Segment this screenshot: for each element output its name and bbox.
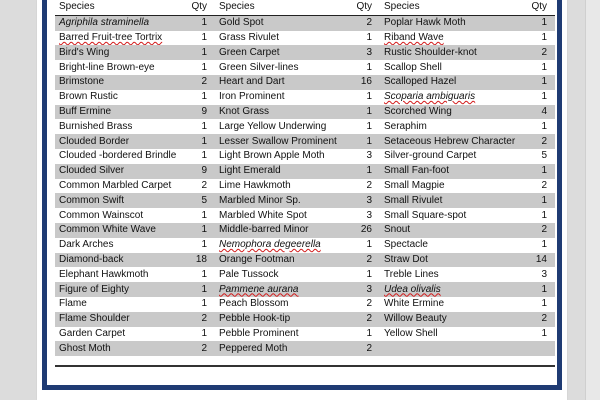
qty-cell: 1 [366, 91, 372, 103]
qty-cell: 9 [180, 105, 215, 120]
species-cell: Clouded -bordered Brindle [59, 150, 177, 162]
species-cell: Dark Arches [59, 239, 114, 251]
species-cell: Udea olivalis [380, 282, 517, 297]
table-row [55, 327, 555, 342]
species-cell: Elephant Hawkmoth [59, 268, 149, 280]
table-row [55, 297, 555, 312]
qty-cell: 3 [366, 209, 372, 221]
qty-cell: 2 [517, 223, 555, 238]
table-row [55, 45, 555, 60]
species-cell: Brimstone [55, 75, 180, 90]
qty-cell: 2 [343, 253, 380, 268]
species-cell [380, 341, 517, 356]
species-cell: Garden Carpet [59, 327, 126, 339]
species-cell: Brown Rustic [59, 91, 118, 103]
species-cell: Knot Grass [215, 105, 343, 120]
species-cell: Willow Beauty [380, 312, 517, 327]
species-cell: Straw Dot [380, 253, 517, 268]
table-row [55, 179, 555, 194]
species-cell: Common White Wave [55, 223, 180, 238]
species-cell: Seraphim [384, 120, 427, 132]
species-cell: Heart and Dart [215, 75, 343, 90]
species-cell: Riband Wave [384, 31, 444, 43]
table-row [55, 193, 555, 208]
qty-cell: 1 [180, 134, 215, 149]
species-cell: Burnished Brass [59, 120, 133, 132]
qty-column-header: Qty [180, 0, 215, 15]
qty-cell: 1 [180, 45, 215, 60]
qty-cell: 1 [366, 61, 372, 73]
qty-cell: 1 [517, 193, 555, 208]
qty-cell: 3 [343, 193, 380, 208]
qty-cell: 14 [517, 253, 555, 268]
species-cell: Peppered Moth [215, 341, 343, 356]
species-cell: Light Emerald [215, 164, 343, 179]
qty-cell: 1 [366, 31, 372, 43]
qty-cell: 1 [541, 327, 547, 339]
species-cell: Rustic Shoulder-knot [380, 45, 517, 60]
qty-cell: 4 [517, 105, 555, 120]
species-cell: Agriphila straminella [55, 15, 180, 30]
species-cell: Common Marbled Carpet [59, 179, 172, 191]
qty-cell: 2 [201, 179, 207, 191]
table-row [55, 119, 555, 134]
qty-cell: 5 [180, 193, 215, 208]
qty-cell: 1 [201, 61, 207, 73]
qty-cell: 2 [366, 179, 372, 191]
species-cell: Small Fan-foot [380, 164, 517, 179]
species-cell: Orange Footman [215, 253, 343, 268]
qty-cell: 9 [180, 164, 215, 179]
qty-cell: 18 [180, 253, 215, 268]
qty-cell: 1 [366, 120, 372, 132]
vertical-scrollbar[interactable] [585, 0, 600, 400]
species-cell: Green Carpet [215, 45, 343, 60]
qty-cell: 2 [343, 341, 380, 356]
species-cell: Flame Shoulder [55, 312, 180, 327]
qty-cell: 1 [180, 282, 215, 297]
qty-cell: 1 [541, 120, 547, 132]
table-row [55, 267, 555, 282]
species-cell: Snout [380, 223, 517, 238]
species-cell: White Ermine [384, 298, 445, 310]
species-cell: Scalloped Hazel [380, 75, 517, 90]
species-cell: Common Swift [55, 193, 180, 208]
table-row [55, 149, 555, 164]
table-header-row [55, 0, 555, 15]
qty-cell: 1 [201, 298, 207, 310]
table-row [55, 282, 555, 297]
table-row [55, 90, 555, 105]
species-cell: Peach Blossom [219, 298, 289, 310]
qty-cell: 2 [343, 312, 380, 327]
qty-cell: 1 [541, 298, 547, 310]
qty-cell: 1 [201, 327, 207, 339]
table-bottom-rule [55, 365, 555, 367]
species-cell: Pebble Hook-tip [215, 312, 343, 327]
species-cell: Ghost Moth [55, 341, 180, 356]
species-cell: Clouded Silver [55, 164, 180, 179]
qty-cell: 1 [201, 239, 207, 251]
species-cell: Poplar Hawk Moth [380, 15, 517, 30]
qty-cell [517, 341, 555, 356]
qty-cell: 3 [366, 150, 372, 162]
species-cell: Bright-line Brown-eye [59, 61, 155, 73]
qty-column-header: Qty [517, 0, 555, 15]
table-row [55, 15, 555, 30]
qty-cell: 1 [541, 31, 547, 43]
table-row [55, 75, 555, 90]
qty-cell: 1 [541, 209, 547, 221]
species-cell: Barred Fruit-tree Tortrix [59, 31, 163, 43]
qty-cell: 1 [343, 134, 380, 149]
qty-cell: 1 [366, 327, 372, 339]
table-row [55, 134, 555, 149]
species-table-wrapper [55, 0, 555, 370]
qty-cell: 5 [541, 150, 547, 162]
qty-cell: 2 [517, 312, 555, 327]
species-cell: Small Square-spot [384, 209, 467, 221]
qty-cell: 1 [517, 75, 555, 90]
table-row [55, 208, 555, 223]
table-row [55, 60, 555, 75]
qty-cell: 1 [517, 164, 555, 179]
qty-cell: 1 [517, 15, 555, 30]
species-cell: Lesser Swallow Prominent [215, 134, 343, 149]
species-cell: Pebble Prominent [219, 327, 299, 339]
table-row [55, 312, 555, 327]
qty-cell: 1 [541, 239, 547, 251]
species-column-header: Species [380, 0, 517, 15]
qty-cell: 2 [541, 179, 547, 191]
table-row [55, 223, 555, 238]
qty-cell: 1 [201, 31, 207, 43]
qty-cell: 2 [517, 134, 555, 149]
species-cell: Grass Rivulet [219, 31, 280, 43]
qty-cell: 2 [180, 75, 215, 90]
table-row [55, 105, 555, 120]
species-cell: Diamond-back [55, 253, 180, 268]
species-cell: Common Wainscot [59, 209, 144, 221]
table-row [55, 238, 555, 253]
qty-cell: 1 [541, 61, 547, 73]
qty-cell: 1 [201, 120, 207, 132]
qty-cell: 2 [343, 15, 380, 30]
species-cell: Silver-ground Carpet [384, 150, 477, 162]
qty-cell: 1 [180, 15, 215, 30]
qty-cell: 3 [541, 268, 547, 280]
qty-cell: 1 [201, 268, 207, 280]
table-row [55, 164, 555, 179]
species-cell: Nemophora degeerella [219, 239, 321, 251]
species-cell: Scoparia ambiguaris [384, 91, 476, 103]
species-cell: Gold Spot [215, 15, 343, 30]
species-column-header: Species [55, 0, 180, 15]
species-cell: Marbled Minor Sp. [215, 193, 343, 208]
species-cell: Figure of Eighty [55, 282, 180, 297]
species-cell: Scorched Wing [380, 105, 517, 120]
species-cell: Pale Tussock [219, 268, 279, 280]
species-column-header: Species [215, 0, 343, 15]
species-cell: Setaceous Hebrew Character [380, 134, 517, 149]
qty-cell: 26 [343, 223, 380, 238]
species-cell: Light Brown Apple Moth [219, 150, 325, 162]
species-cell: Bird's Wing [55, 45, 180, 60]
species-cell: Small Rivulet [380, 193, 517, 208]
qty-cell: 1 [366, 268, 372, 280]
qty-cell: 1 [343, 105, 380, 120]
qty-cell: 3 [343, 282, 380, 297]
table-row [55, 31, 555, 46]
table-row [55, 253, 555, 268]
qty-cell: 1 [343, 164, 380, 179]
qty-cell: 16 [343, 75, 380, 90]
species-cell: Iron Prominent [219, 91, 285, 103]
qty-cell: 1 [201, 91, 207, 103]
qty-cell: 1 [541, 91, 547, 103]
qty-cell: 1 [201, 209, 207, 221]
qty-cell: 1 [366, 239, 372, 251]
qty-cell: 2 [366, 298, 372, 310]
qty-column-header: Qty [343, 0, 380, 15]
species-cell: Yellow Shell [384, 327, 438, 339]
species-cell: Lime Hawkmoth [219, 179, 291, 191]
qty-cell: 2 [517, 45, 555, 60]
qty-cell: 2 [180, 341, 215, 356]
qty-cell: 3 [343, 45, 380, 60]
qty-cell: 2 [180, 312, 215, 327]
qty-cell: 1 [517, 282, 555, 297]
species-cell: Clouded Border [55, 134, 180, 149]
species-cell: Treble Lines [384, 268, 439, 280]
species-cell: Scallop Shell [384, 61, 442, 73]
species-cell: Small Magpie [384, 179, 445, 191]
species-cell: Green Silver-lines [219, 61, 299, 73]
qty-cell: 1 [201, 150, 207, 162]
species-table [55, 0, 555, 356]
species-cell: Marbled White Spot [219, 209, 307, 221]
species-cell: Pammene aurana [215, 282, 343, 297]
species-cell: Large Yellow Underwing [219, 120, 327, 132]
species-cell: Middle-barred Minor [215, 223, 343, 238]
species-cell: Flame [59, 298, 87, 310]
species-table-body [55, 15, 555, 356]
species-cell: Spectacle [384, 239, 428, 251]
table-row [55, 341, 555, 356]
species-cell: Buff Ermine [55, 105, 180, 120]
qty-cell: 1 [180, 223, 215, 238]
